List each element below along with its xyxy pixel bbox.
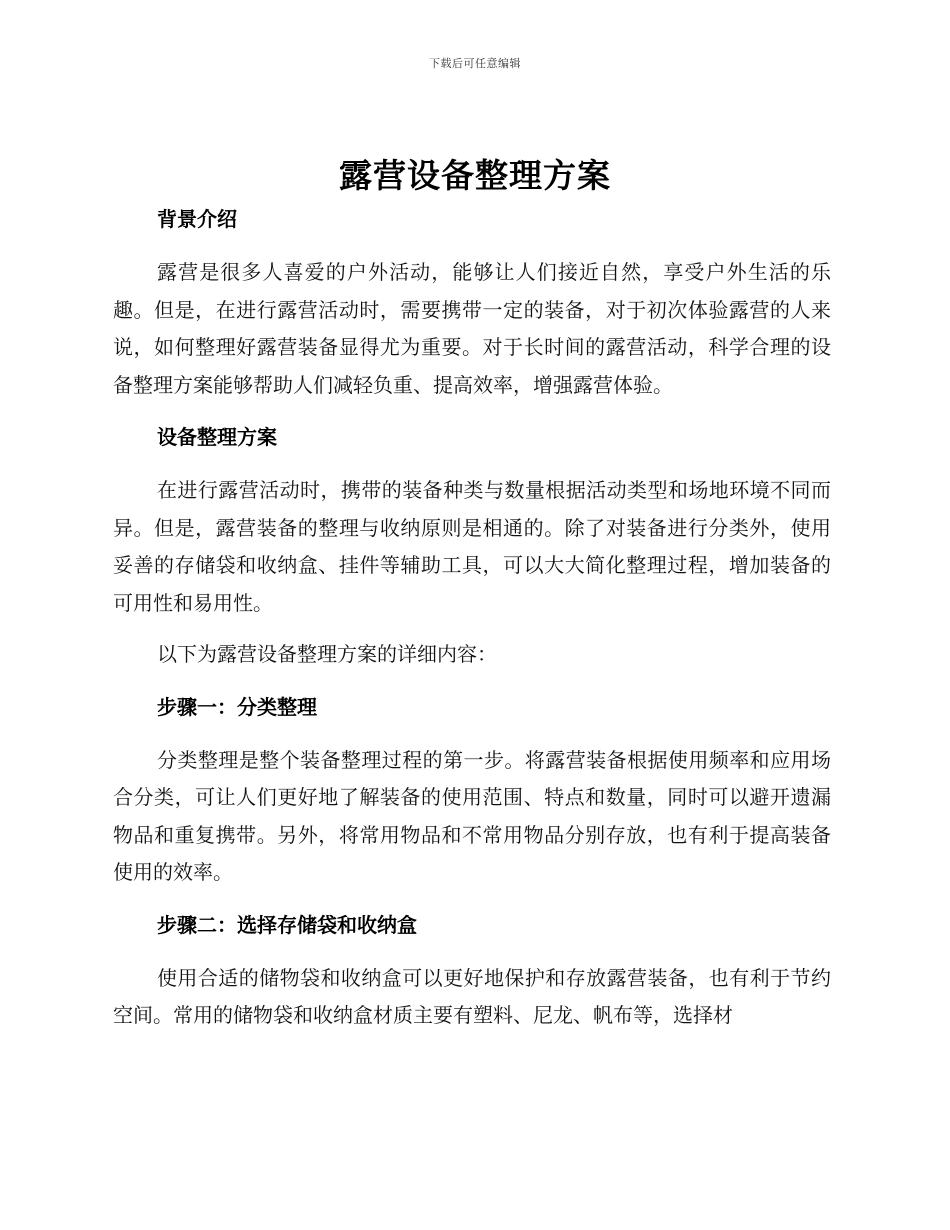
section-heading-step-two: 步骤二：选择存储袋和收纳盒 bbox=[157, 912, 417, 937]
page-title: 露营设备整理方案 bbox=[339, 156, 611, 195]
paragraph: 露营是很多人喜爱的户外活动，能够让人们接近自然，享受户外生活的乐趣。但是，在进行露营活动时，需要携带一定的装备，对于初次体验露营的人来说，如何整理好露营装备显得尤为重要。对于长时间的露营活动，科学合理的设备整理方案能够帮助人们减轻负重、提高效率，增强露营体验。 bbox=[113, 260, 831, 397]
document-body bbox=[113, 200, 831, 1035]
paragraph: 使用合适的储物袋和收纳盒可以更好地保护和存放露营装备，也有利于节约空间。常用的储物袋和收纳盒材质主要有塑料、尼龙、帆布等，选择材 bbox=[113, 965, 831, 1027]
paragraph: 分类整理是整个装备整理过程的第一步。将露营装备根据使用频率和应用场合分类，可让人们更好地了解装备的使用范围、特点和数量，同时可以避开遗漏物品和重复携带。另外，将常用物品和不常用物品分别存放，也有利于提高装备使用的效率。 bbox=[113, 747, 831, 884]
paragraph: 以下为露营设备整理方案的详细内容： bbox=[157, 642, 497, 666]
header-note: 下载后可任意编辑 bbox=[429, 57, 521, 70]
paragraph: 在进行露营活动时，携带的装备种类与数量根据活动类型和场地环境不同而异。但是，露营装备的整理与收纳原则是相通的。除了对装备进行分类外，使用妥善的存储袋和收纳盒、挂件等辅助工具，可以大大简化整理过程，增加装备的可用性和易用性。 bbox=[113, 478, 831, 615]
section-heading-background: 背景介绍 bbox=[157, 207, 237, 231]
section-heading-step-one: 步骤一：分类整理 bbox=[157, 694, 317, 719]
section-heading-plan: 设备整理方案 bbox=[157, 425, 277, 449]
